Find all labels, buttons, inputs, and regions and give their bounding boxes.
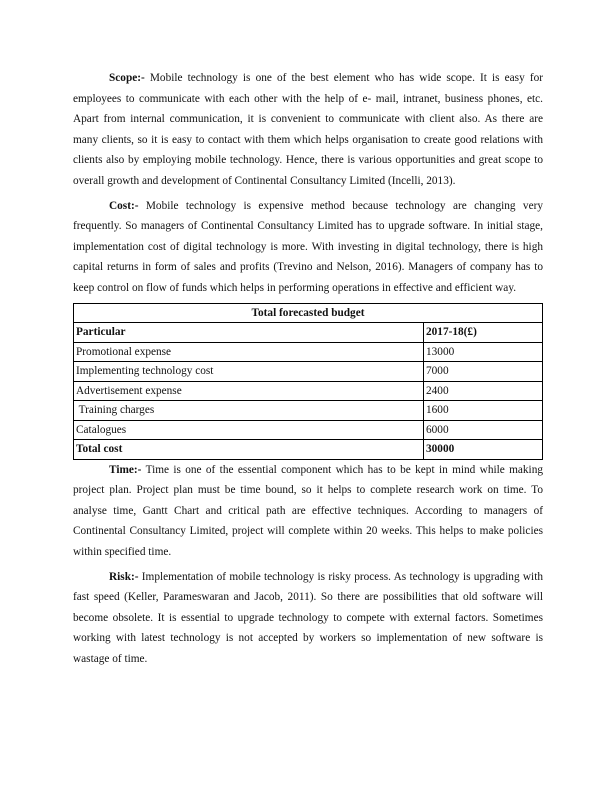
budget-header-row xyxy=(74,323,543,343)
risk-text: Implementation of mobile technology is risky process. As technology is upgrading with fast speed (Keller, Parameswaran and Jacob, 2011). So there are possibilities that old software will become obsolete. It is essential to upgrade technology to compete with external factors. Sometimes working with latest technology is not accepted by workers so implementation of new software is wastage of time. xyxy=(73,570,543,665)
cost-text: Mobile technology is expensive method because technology are changing very frequently. So managers of Continental Consultancy Limited has to upgrade software. In initial stage, implementation cost of digital technology is more. With investing in digital technology, there is high capital returns in form of sales and profits (Trevino and Nelson, 2016). Managers of company has to keep control on flow of funds which helps in performing operations in effective and efficient way. xyxy=(73,199,543,294)
risk-heading: Risk:- xyxy=(109,570,139,583)
row-particular: Advertisement expense xyxy=(74,381,424,401)
budget-table-title: Total forecasted budget xyxy=(74,303,543,323)
row-particular: Promotional expense xyxy=(74,342,424,362)
scope-text: Mobile technology is one of the best element who has wide scope. It is easy for employees to communicate with each other with the help of e- mail, intranet, business phones, etc. Apart from internal communication, it is convenient to communicate with client also. As there are many clients, so it is easy to contact with them which helps organisation to create good relations with clients also by employing mobile technology. Hence, there is various opportunities and great scope to overall growth and development of Continental Consultancy Limited (Incelli, 2013). xyxy=(73,72,543,187)
header-amount: 2017-18(£) xyxy=(424,323,543,343)
scope-heading: Scope:- xyxy=(109,72,145,84)
cost-heading: Cost:- xyxy=(109,199,139,212)
risk-paragraph xyxy=(73,567,543,670)
table-row xyxy=(74,362,543,382)
row-particular: Catalogues xyxy=(74,420,424,440)
time-text: Time is one of the essential component which has to be kept in mind while making project plan. Project plan must be time bound, so it helps to complete research work on time. To analyse time, Gantt Chart and critical path are effective techniques. According to managers of Continental Consultancy Limited, project will complete within 20 weeks. This helps to make policies within specified time. xyxy=(73,463,543,558)
row-particular: Implementing technology cost xyxy=(74,362,424,382)
row-amount: 7000 xyxy=(424,362,543,382)
time-heading: Time:- xyxy=(109,463,142,476)
budget-title-row xyxy=(74,303,543,323)
time-paragraph xyxy=(73,460,543,563)
document-page xyxy=(73,68,543,673)
table-row xyxy=(74,381,543,401)
table-row xyxy=(74,420,543,440)
scope-paragraph xyxy=(73,68,543,192)
table-row xyxy=(74,401,543,421)
row-amount: 13000 xyxy=(424,342,543,362)
row-amount: 2400 xyxy=(424,381,543,401)
header-particular: Particular xyxy=(74,323,424,343)
total-label: Total cost xyxy=(74,440,424,460)
row-particular: Training charges xyxy=(74,401,424,421)
total-amount: 30000 xyxy=(424,440,543,460)
row-amount: 1600 xyxy=(424,401,543,421)
budget-table xyxy=(73,303,543,460)
row-amount: 6000 xyxy=(424,420,543,440)
budget-total-row xyxy=(74,440,543,460)
table-row xyxy=(74,342,543,362)
cost-paragraph xyxy=(73,196,543,299)
